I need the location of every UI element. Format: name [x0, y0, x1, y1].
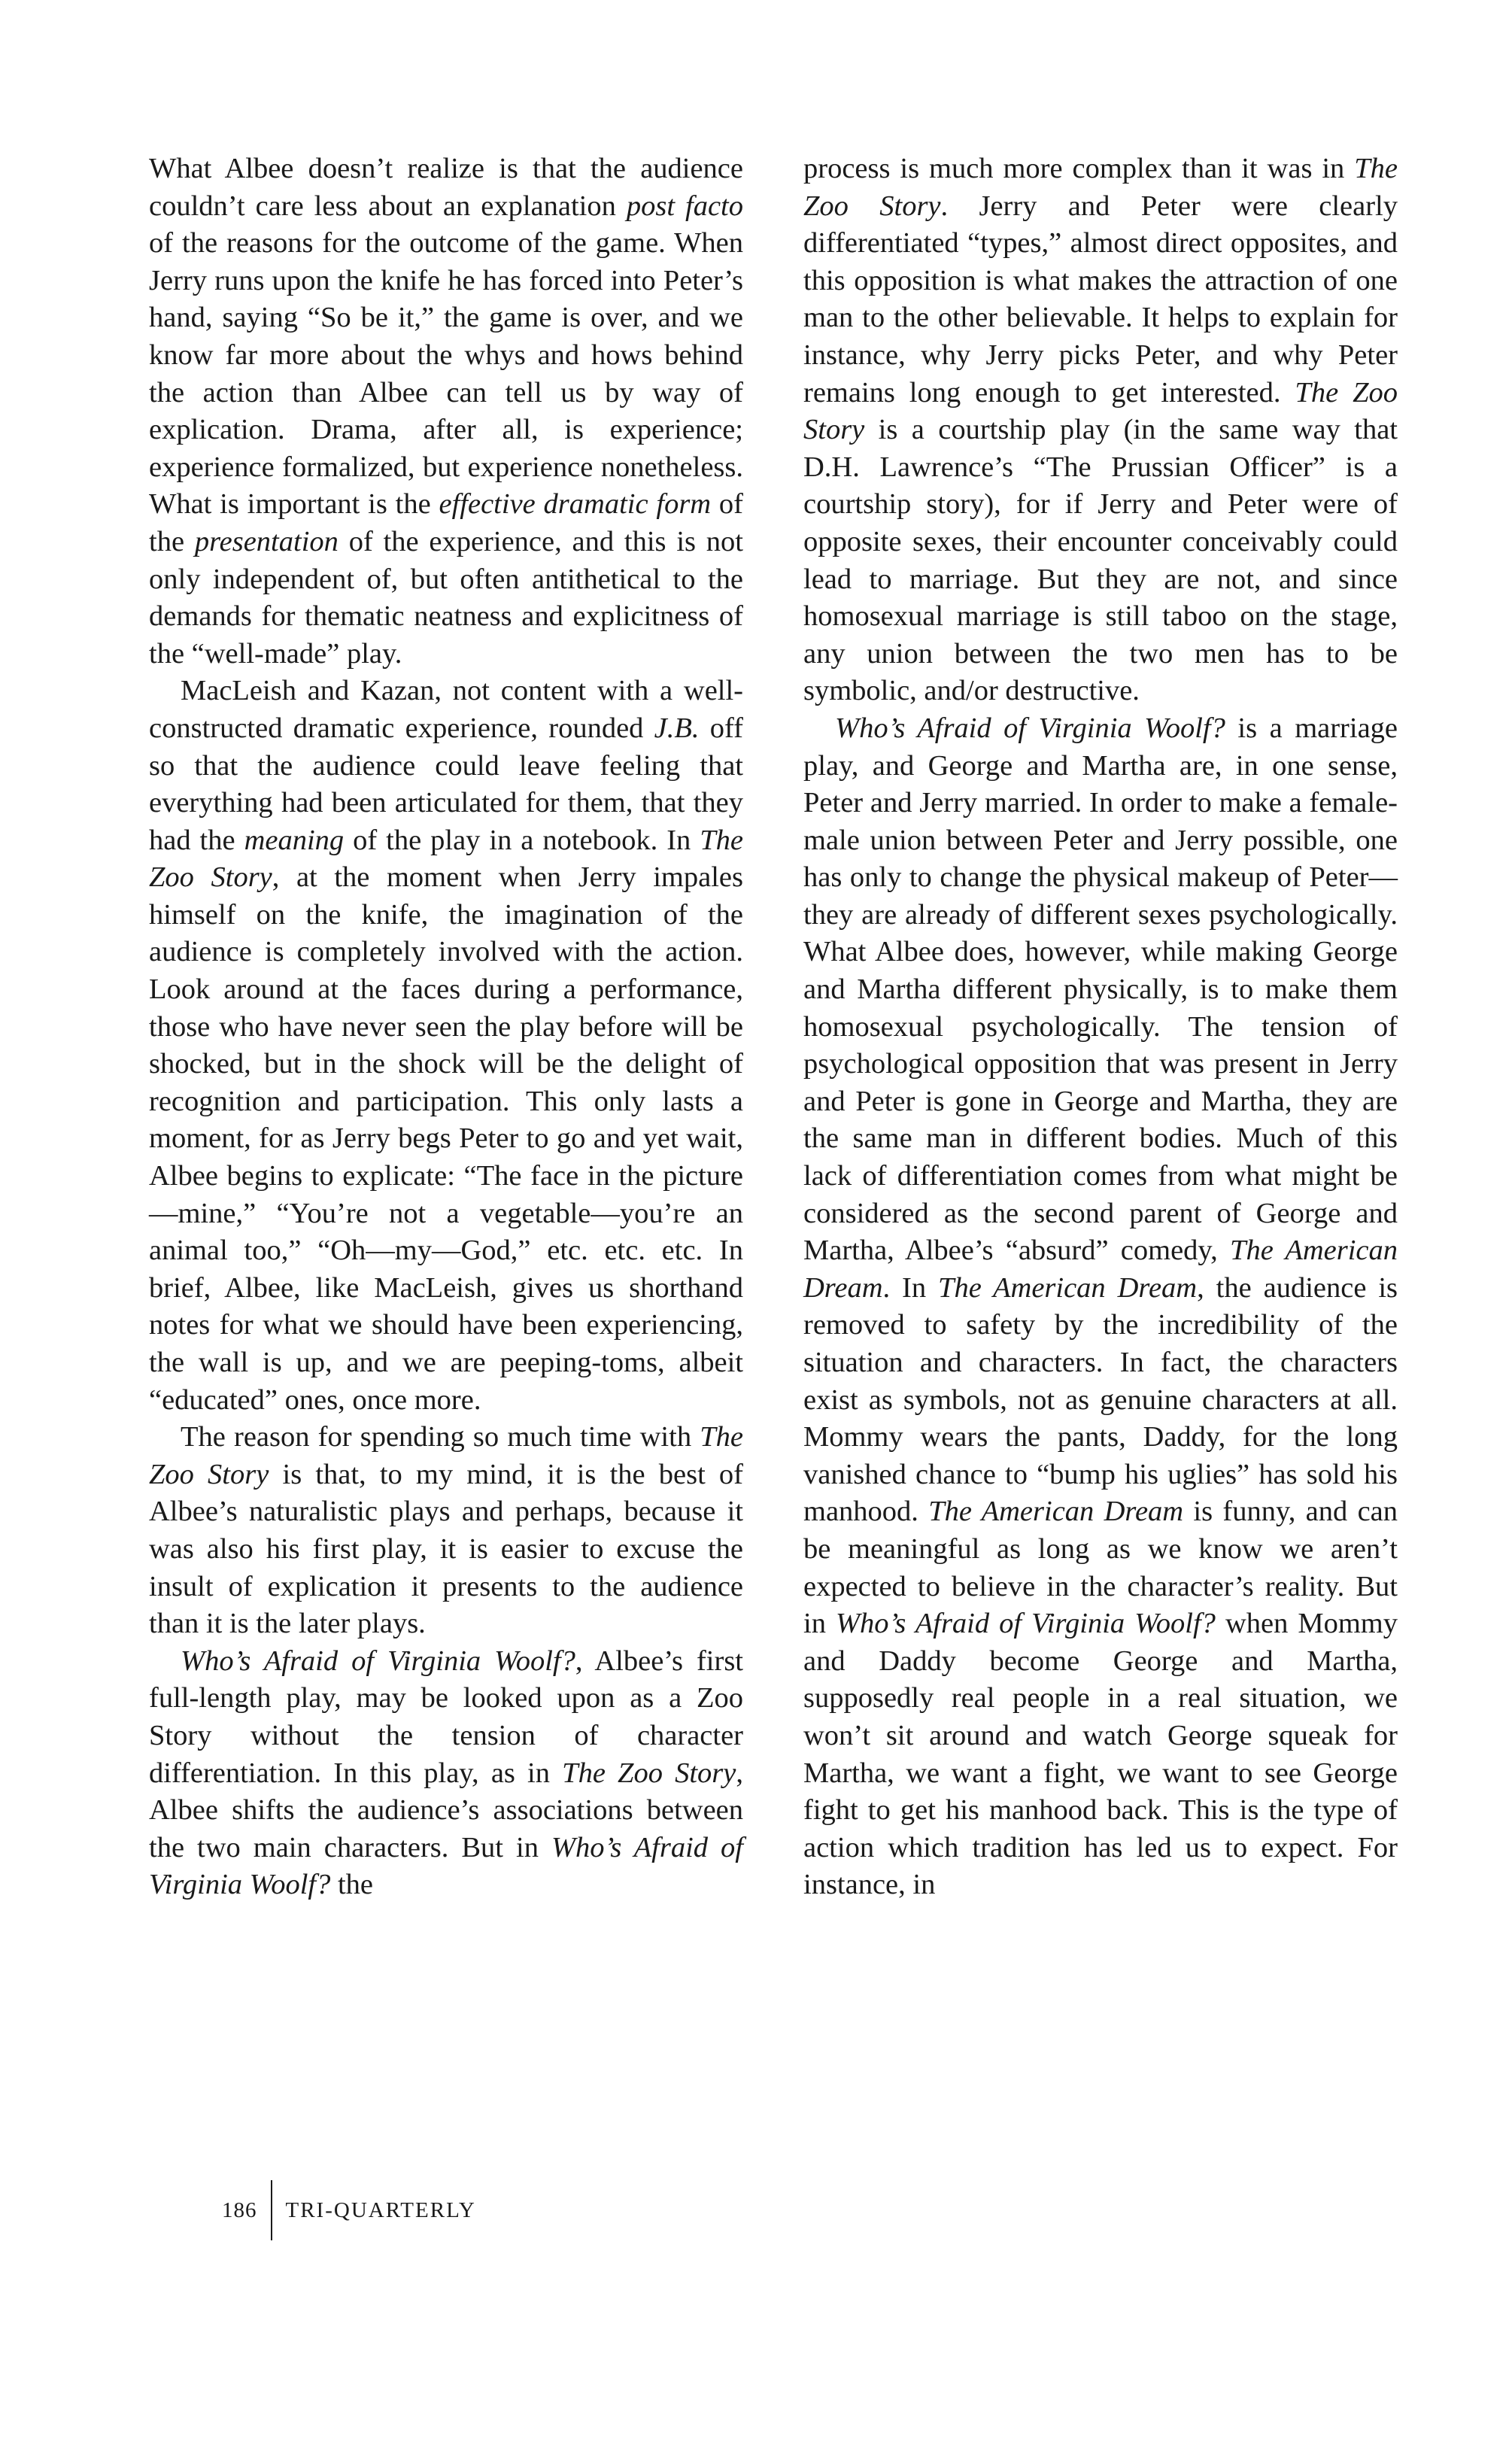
paragraph: Who’s Afraid of Virginia Woolf?, Albee’s first full-length play, may be looked upon as a Zoo Story without the tension of character differentiation. In this play, as in The Zoo Story, Albee shifts the audience’s associations between the two main characters. But in Who’s Afraid of Virginia Woolf? the	[149, 1645, 744, 1901]
italic-phrase: Who’s Afraid of Virginia Woolf?	[835, 712, 1225, 744]
italic-phrase: The Zoo Story	[803, 153, 1398, 222]
italic-phrase: The Zoo Story	[562, 1757, 736, 1789]
italic-phrase: The American Dream	[928, 1496, 1184, 1528]
paragraph: process is much more complex than it was in The Zoo Story. Jerry and Peter were clearly differentiated “types,” almost direct opposites, and this opposition is what makes the attraction of one man to the other believable. It helps to explain for instance, why Jerry picks Peter, and why Peter remains long enough to get interested. The Zoo Story is a courtship play (in the same way that D.H. Lawrence’s “The Prussian Officer” is a courtship story), for if Jerry and Peter were of opposite sexes, their encounter conceivably could lead to marriage. But they are not, and since homosexual marriage is still taboo on the stage, any union between the two men has to be symbolic, and/or destructive.	[803, 153, 1398, 707]
italic-phrase: meaning	[244, 824, 345, 856]
paragraph: The reason for spending so much time with The Zoo Story is that, to my mind, it is the best of Albee’s naturalistic plays and perhaps, because it was also his first play, it is easier to excuse the insult of explication it presents to the audience than it is the later plays.	[149, 1421, 743, 1640]
paragraph: MacLeish and Kazan, not content with a well-constructed dramatic experience, rounded J.B. off so that the audience could leave feeling that everything had been articulated for them, that they had the meaning of the play in a notebook. In The Zoo Story, at the moment when Jerry impales himself on the knife, the imagination of the audience is completely involved with the action. Look around at the faces during a performance, those who have never seen the play before will be shocked, but in the shock will be the delight of recognition and participation. This only lasts a moment, for as Jerry begs Peter to go and yet wait, Albee begins to explicate: “The face in the picture—mine,” “You’re not a vegetable—you’re an animal too,” “Oh—my—God,” etc. etc. etc. In brief, Albee, like MacLeish, gives us shorthand notes for what we should have been experiencing, the wall is up, and we are peeping-toms, albeit “educated” ones, once more.	[149, 675, 744, 1416]
page-footer	[222, 2180, 476, 2240]
paragraph: Who’s Afraid of Virginia Woolf? is a marriage play, and George and Martha are, in one sense, Peter and Jerry married. In order to make a female-male union between Peter and Jerry possible, one has only to change the physical makeup of Peter—they are already of different sexes psychologically. What Albee does, however, while making George and Martha different physically, is to make them homosexual psychologically. The tension of psychological opposition that was present in Jerry and Peter is gone in George and Martha, they are the same man in different bodies. Much of this lack of differentiation comes from what might be considered as the second parent of George and Martha, Albee’s “absurd” comedy, The American Dream. In The American Dream, the audience is removed to safety by the incredibility of the situation and characters. In fact, the characters exist as symbols, not as genuine characters at all. Mommy wears the pants, Daddy, for the long vanished chance to “bump his uglies” has sold his manhood. The American Dream is funny, and can be meaningful as long as we know we aren’t expected to believe in the character’s reality. But in Who’s Afraid of Virginia Woolf? when Mommy and Daddy become George and Martha, supposedly real people in a real situation, we won’t sit around and watch George squeak for Martha, we want a fight, we want to see George fight to get his manhood back. This is the type of action which tradition has led us to expect. For instance, in	[803, 712, 1398, 1901]
italic-phrase: The Zoo Story	[803, 376, 1398, 446]
italic-phrase: Who’s Afraid of Virginia Woolf?	[181, 1645, 575, 1677]
left-column	[149, 150, 743, 1904]
italic-phrase: The Zoo Story	[149, 1421, 743, 1490]
journal-title: TRI-QUARTERLY	[285, 2197, 476, 2222]
italic-phrase: post facto	[626, 190, 743, 222]
italic-phrase: presentation	[194, 525, 339, 557]
italic-phrase: J.B.	[654, 712, 700, 744]
italic-phrase: The American Dream	[803, 1235, 1398, 1304]
italic-phrase: Who’s Afraid of Virginia Woolf?	[149, 1831, 743, 1901]
right-column	[803, 150, 1398, 1904]
paragraph: What Albee doesn’t realize is that the audience couldn’t care less about an explanation post facto of the reasons for the outcome of the game. When Jerry runs upon the knife he has forced into Peter’s hand, saying “So be it,” the game is over, and we know far more about the whys and hows behind the action than Albee can tell us by way of explication. Drama, after all, is experience; experience formalized, but experience nonetheless. What is important is the effective dramatic form of the presentation of the experience, and this is not only independent of, but often antithetical to the demands for thematic neatness and explicitness of the “well-made” play.	[149, 153, 744, 670]
italic-phrase: effective dramatic form	[439, 488, 712, 521]
italic-phrase: The Zoo Story	[149, 824, 744, 894]
italic-phrase: The American Dream	[938, 1271, 1198, 1304]
italic-phrase: Who’s Afraid of Virginia Woolf?	[835, 1608, 1216, 1640]
page-number: 186	[222, 2197, 257, 2222]
